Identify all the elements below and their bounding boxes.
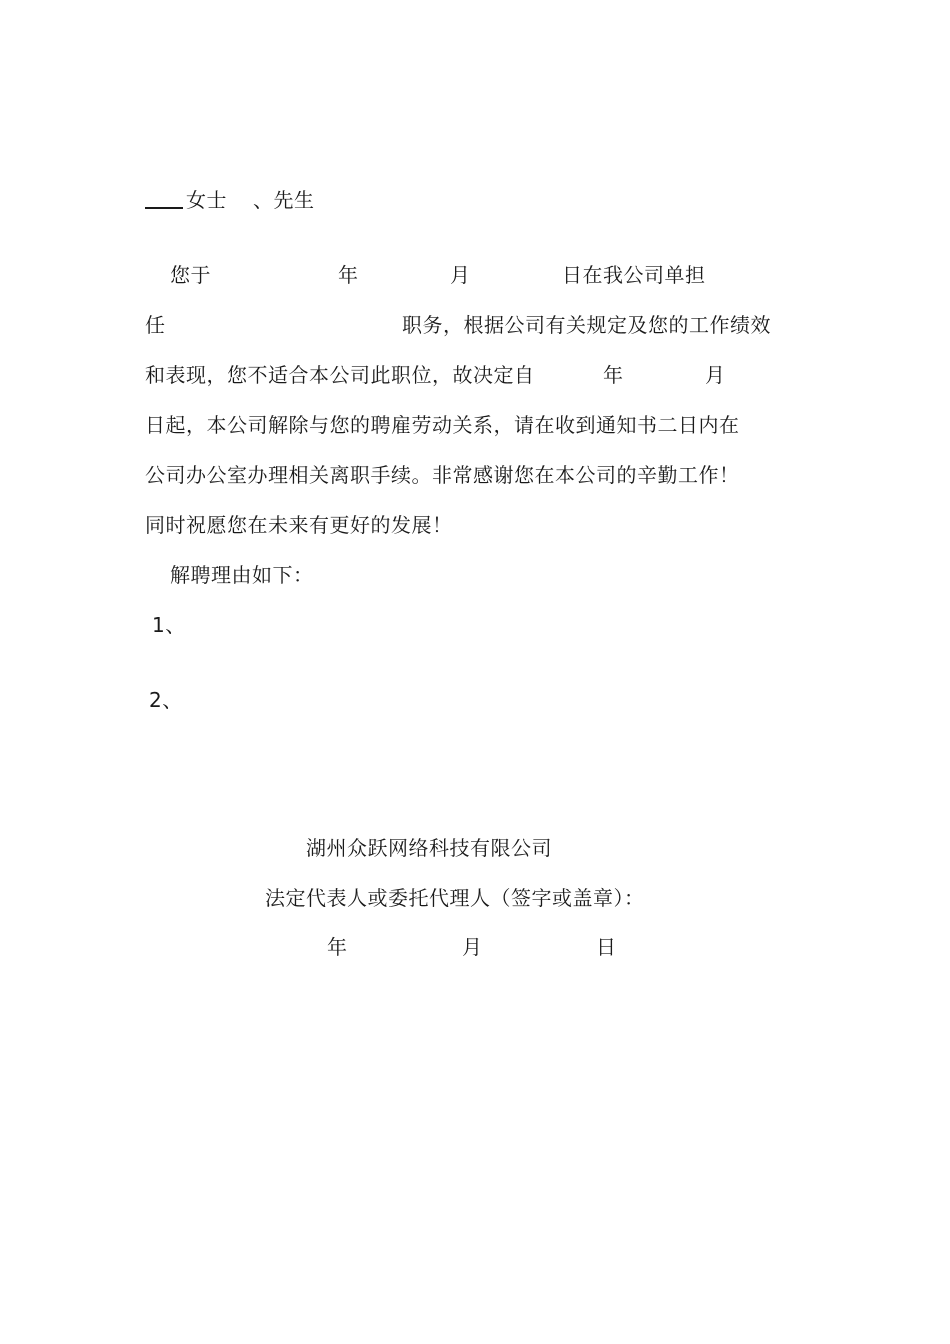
- body-line3-month: 月: [705, 363, 726, 387]
- body-line3-year: 年: [603, 363, 624, 387]
- name-blank[interactable]: [145, 207, 183, 209]
- body-line1-start: 您于: [170, 263, 211, 287]
- body-line1-end: 日在我公司单担: [562, 263, 706, 287]
- signature-month: 月: [462, 935, 483, 959]
- body-line3-start: 和表现，您不适合本公司此职位，故决定自: [145, 363, 535, 387]
- body-line1-year: 年: [338, 263, 359, 287]
- company-name: 湖州众跃网络科技有限公司: [306, 836, 552, 860]
- signature-year: 年: [327, 935, 348, 959]
- body-line2-start: 任: [145, 313, 166, 337]
- signature-day: 日: [596, 935, 617, 959]
- salutation-female: 女士: [186, 188, 227, 212]
- reasons-heading: 解聘理由如下：: [170, 563, 314, 587]
- reason-item-1: 1、: [152, 613, 186, 637]
- body-line5: 公司办公室办理相关离职手续。非常感谢您在本公司的辛勤工作！: [145, 463, 740, 487]
- body-line2-end: 职务，根据公司有关规定及您的工作绩效: [402, 313, 771, 337]
- body-line1-month: 月: [450, 263, 471, 287]
- body-line6: 同时祝愿您在未来有更好的发展！: [145, 513, 453, 537]
- representative-line: 法定代表人或委托代理人（签字或盖章）：: [265, 886, 645, 910]
- body-line4: 日起，本公司解除与您的聘雇劳动关系，请在收到通知书二日内在: [145, 413, 740, 437]
- salutation-male: 、先生: [253, 188, 315, 212]
- reason-item-2: 2、: [149, 688, 183, 712]
